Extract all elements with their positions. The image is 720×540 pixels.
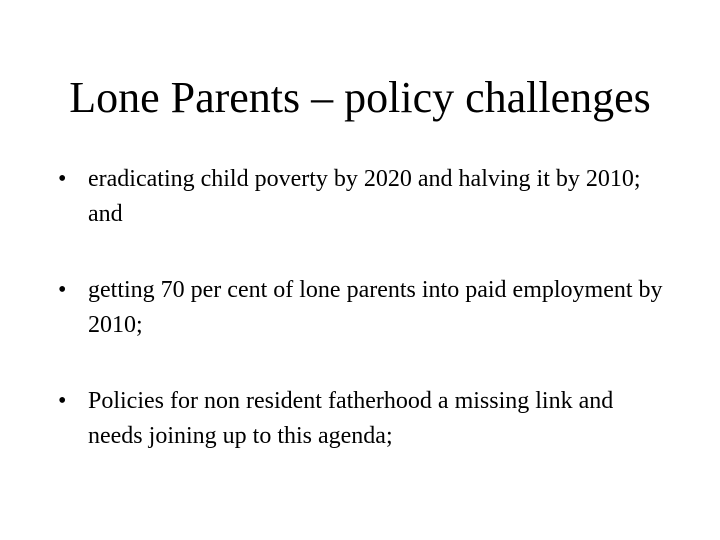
bullet-text: eradicating child poverty by 2020 and halving it by 2010; and bbox=[88, 166, 641, 227]
bullet-list bbox=[58, 162, 668, 495]
slide-title: Lone Parents – policy challenges bbox=[69, 73, 651, 122]
bullet-marker: • bbox=[58, 388, 67, 414]
bullet-text: Policies for non resident fatherhood a missing link and needs joining up to this agenda; bbox=[88, 388, 614, 449]
bullet-marker: • bbox=[58, 277, 67, 303]
bullet-item bbox=[58, 384, 668, 454]
bullet-text: getting 70 per cent of lone parents into paid employment by 2010; bbox=[88, 277, 663, 338]
bullet-marker: • bbox=[58, 166, 67, 192]
bullet-item bbox=[58, 273, 668, 343]
bullet-item bbox=[58, 162, 668, 232]
